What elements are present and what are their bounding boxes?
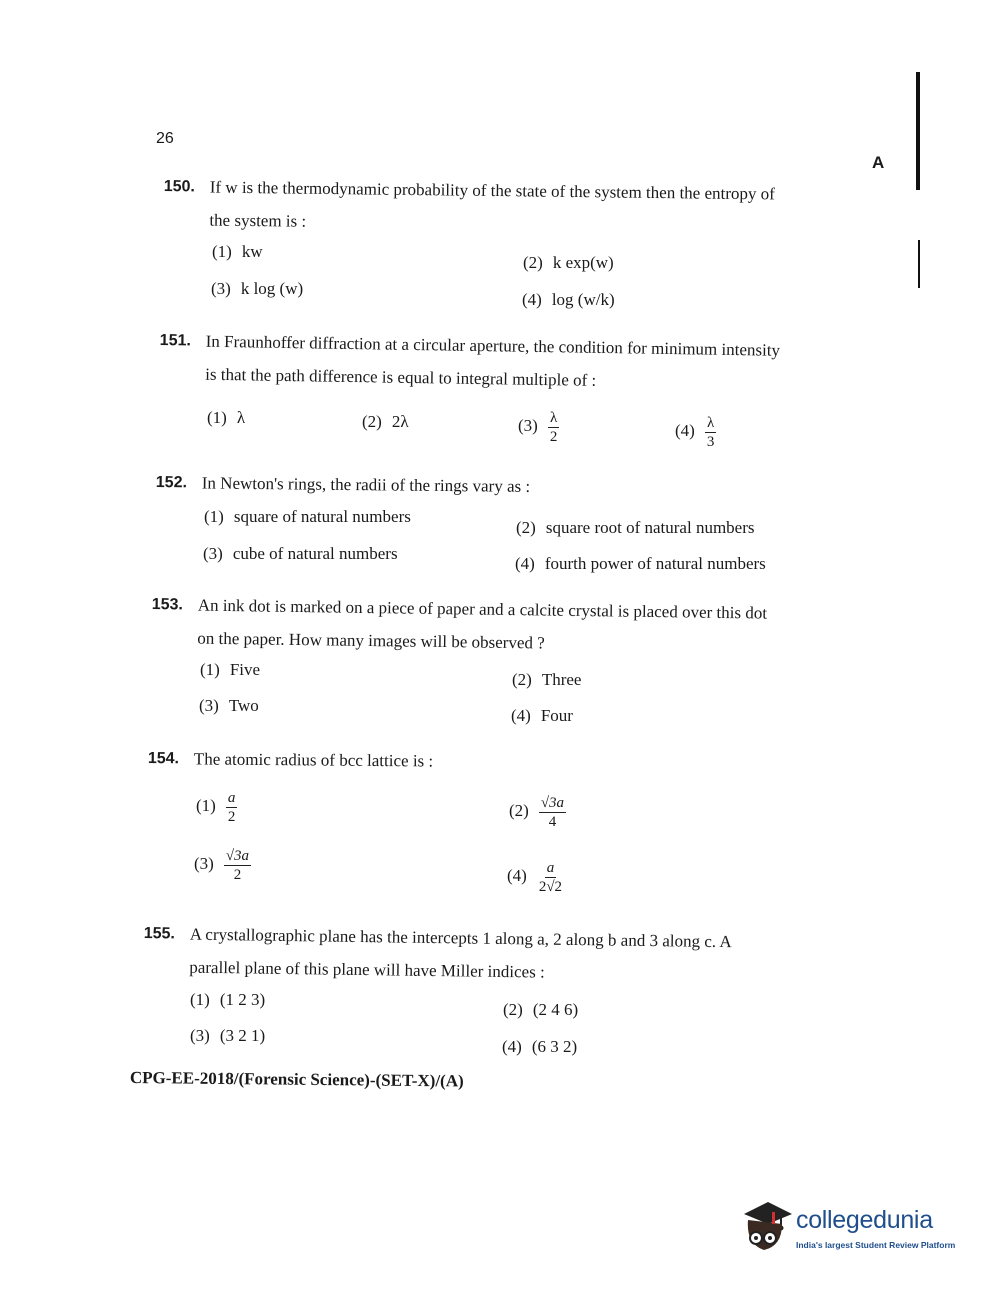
option: (1) Five <box>200 660 261 679</box>
fraction-a-over-2: $\frac{a}{2}$ <box>227 790 236 825</box>
fraction-root3a-over-4: $\frac{√3a}{4}$ <box>540 795 565 830</box>
question-text: In Newton's rings, the radii of the rings vary as : <box>201 473 531 496</box>
collegedunia-logo <box>738 1200 968 1260</box>
option: (4) log (w/k) <box>522 290 615 309</box>
option: (1) $\frac{a}{2}$ <box>196 790 236 825</box>
fraction-lambda-over-3: $\frac{\lambda}{3}$ <box>706 415 715 450</box>
question-155 <box>143 917 859 993</box>
question-text: the system is : <box>209 210 307 231</box>
option: (2) square root of natural numbers <box>516 518 755 537</box>
option: (3) k log (w) <box>211 279 304 298</box>
question-151 <box>159 324 880 401</box>
option: (4) (6 3 2) <box>502 1037 578 1056</box>
question-text: A crystallographic plane has the intercepts 1 along a, 2 along b and 3 along c. A <box>189 924 732 952</box>
question-number: 151. <box>159 331 192 350</box>
option: (2) 2λ <box>362 412 409 431</box>
question-text: parallel plane of this plane will have Miller indices : <box>189 957 545 982</box>
option: (4) $\frac{a}{2√2}$ <box>507 860 563 895</box>
question-number: 150. <box>163 177 196 196</box>
brand-tagline: India's largest Student Review Platform <box>796 1240 956 1250</box>
option: (1) kw <box>212 242 263 261</box>
option: (4) Four <box>511 706 573 725</box>
question-153 <box>151 588 867 664</box>
question-text: In Fraunhoffer diffraction at a circular aperture, the condition for minimum intensity <box>205 331 781 360</box>
footer-code: CPG-EE-2018/(Forensic Science)-(SET-X)/(A) <box>129 1068 464 1091</box>
option: (4) fourth power of natural numbers <box>515 554 766 573</box>
fraction-root3a-over-2: $\frac{√3a}{2}$ <box>225 848 250 883</box>
option: (3) cube of natural numbers <box>203 544 398 563</box>
question-number: 152. <box>155 473 188 492</box>
option: (1) λ <box>207 408 246 427</box>
option: (3) Two <box>199 696 259 715</box>
question-text: The atomic radius of bcc lattice is : <box>193 749 434 771</box>
question-text: is that the path difference is equal to integral multiple of : <box>205 364 597 390</box>
brand-name: collegedunia <box>796 1206 933 1234</box>
option: (3) (3 2 1) <box>190 1026 266 1045</box>
question-154 <box>148 742 848 781</box>
question-text: An ink dot is marked on a piece of paper and a calcite crystal is placed over this dot <box>197 595 768 623</box>
option: (2) $\frac{√3a}{4}$ <box>509 795 565 830</box>
scan-edge-mark <box>916 72 920 190</box>
question-text: If w is the thermodynamic probability of the state of the system then the entropy of <box>209 177 775 204</box>
set-letter: A <box>872 153 885 172</box>
option: (2) (2 4 6) <box>503 1000 579 1019</box>
mascot-icon <box>738 1200 794 1258</box>
question-152 <box>156 466 876 507</box>
scan-edge-mark <box>918 240 920 288</box>
question-number: 153. <box>151 595 184 614</box>
option: (1) (1 2 3) <box>190 990 266 1009</box>
question-number: 154. <box>147 749 180 768</box>
option: (3) $\frac{\lambda}{2}$ <box>518 410 558 445</box>
option: (4) $\frac{\lambda}{3}$ <box>675 415 715 450</box>
page-number: 26 <box>156 130 174 147</box>
option: (2) k exp(w) <box>523 253 614 272</box>
fraction-a-over-2root2: $\frac{a}{2√2}$ <box>538 860 563 895</box>
fraction-lambda-over-2: $\frac{\lambda}{2}$ <box>549 410 558 445</box>
question-text: on the paper. How many images will be observed ? <box>197 628 545 653</box>
option: (1) square of natural numbers <box>204 507 411 526</box>
option: (3) $\frac{√3a}{2}$ <box>194 848 250 883</box>
question-150 <box>163 170 884 245</box>
option: (2) Three <box>512 670 582 689</box>
question-number: 155. <box>143 924 176 943</box>
